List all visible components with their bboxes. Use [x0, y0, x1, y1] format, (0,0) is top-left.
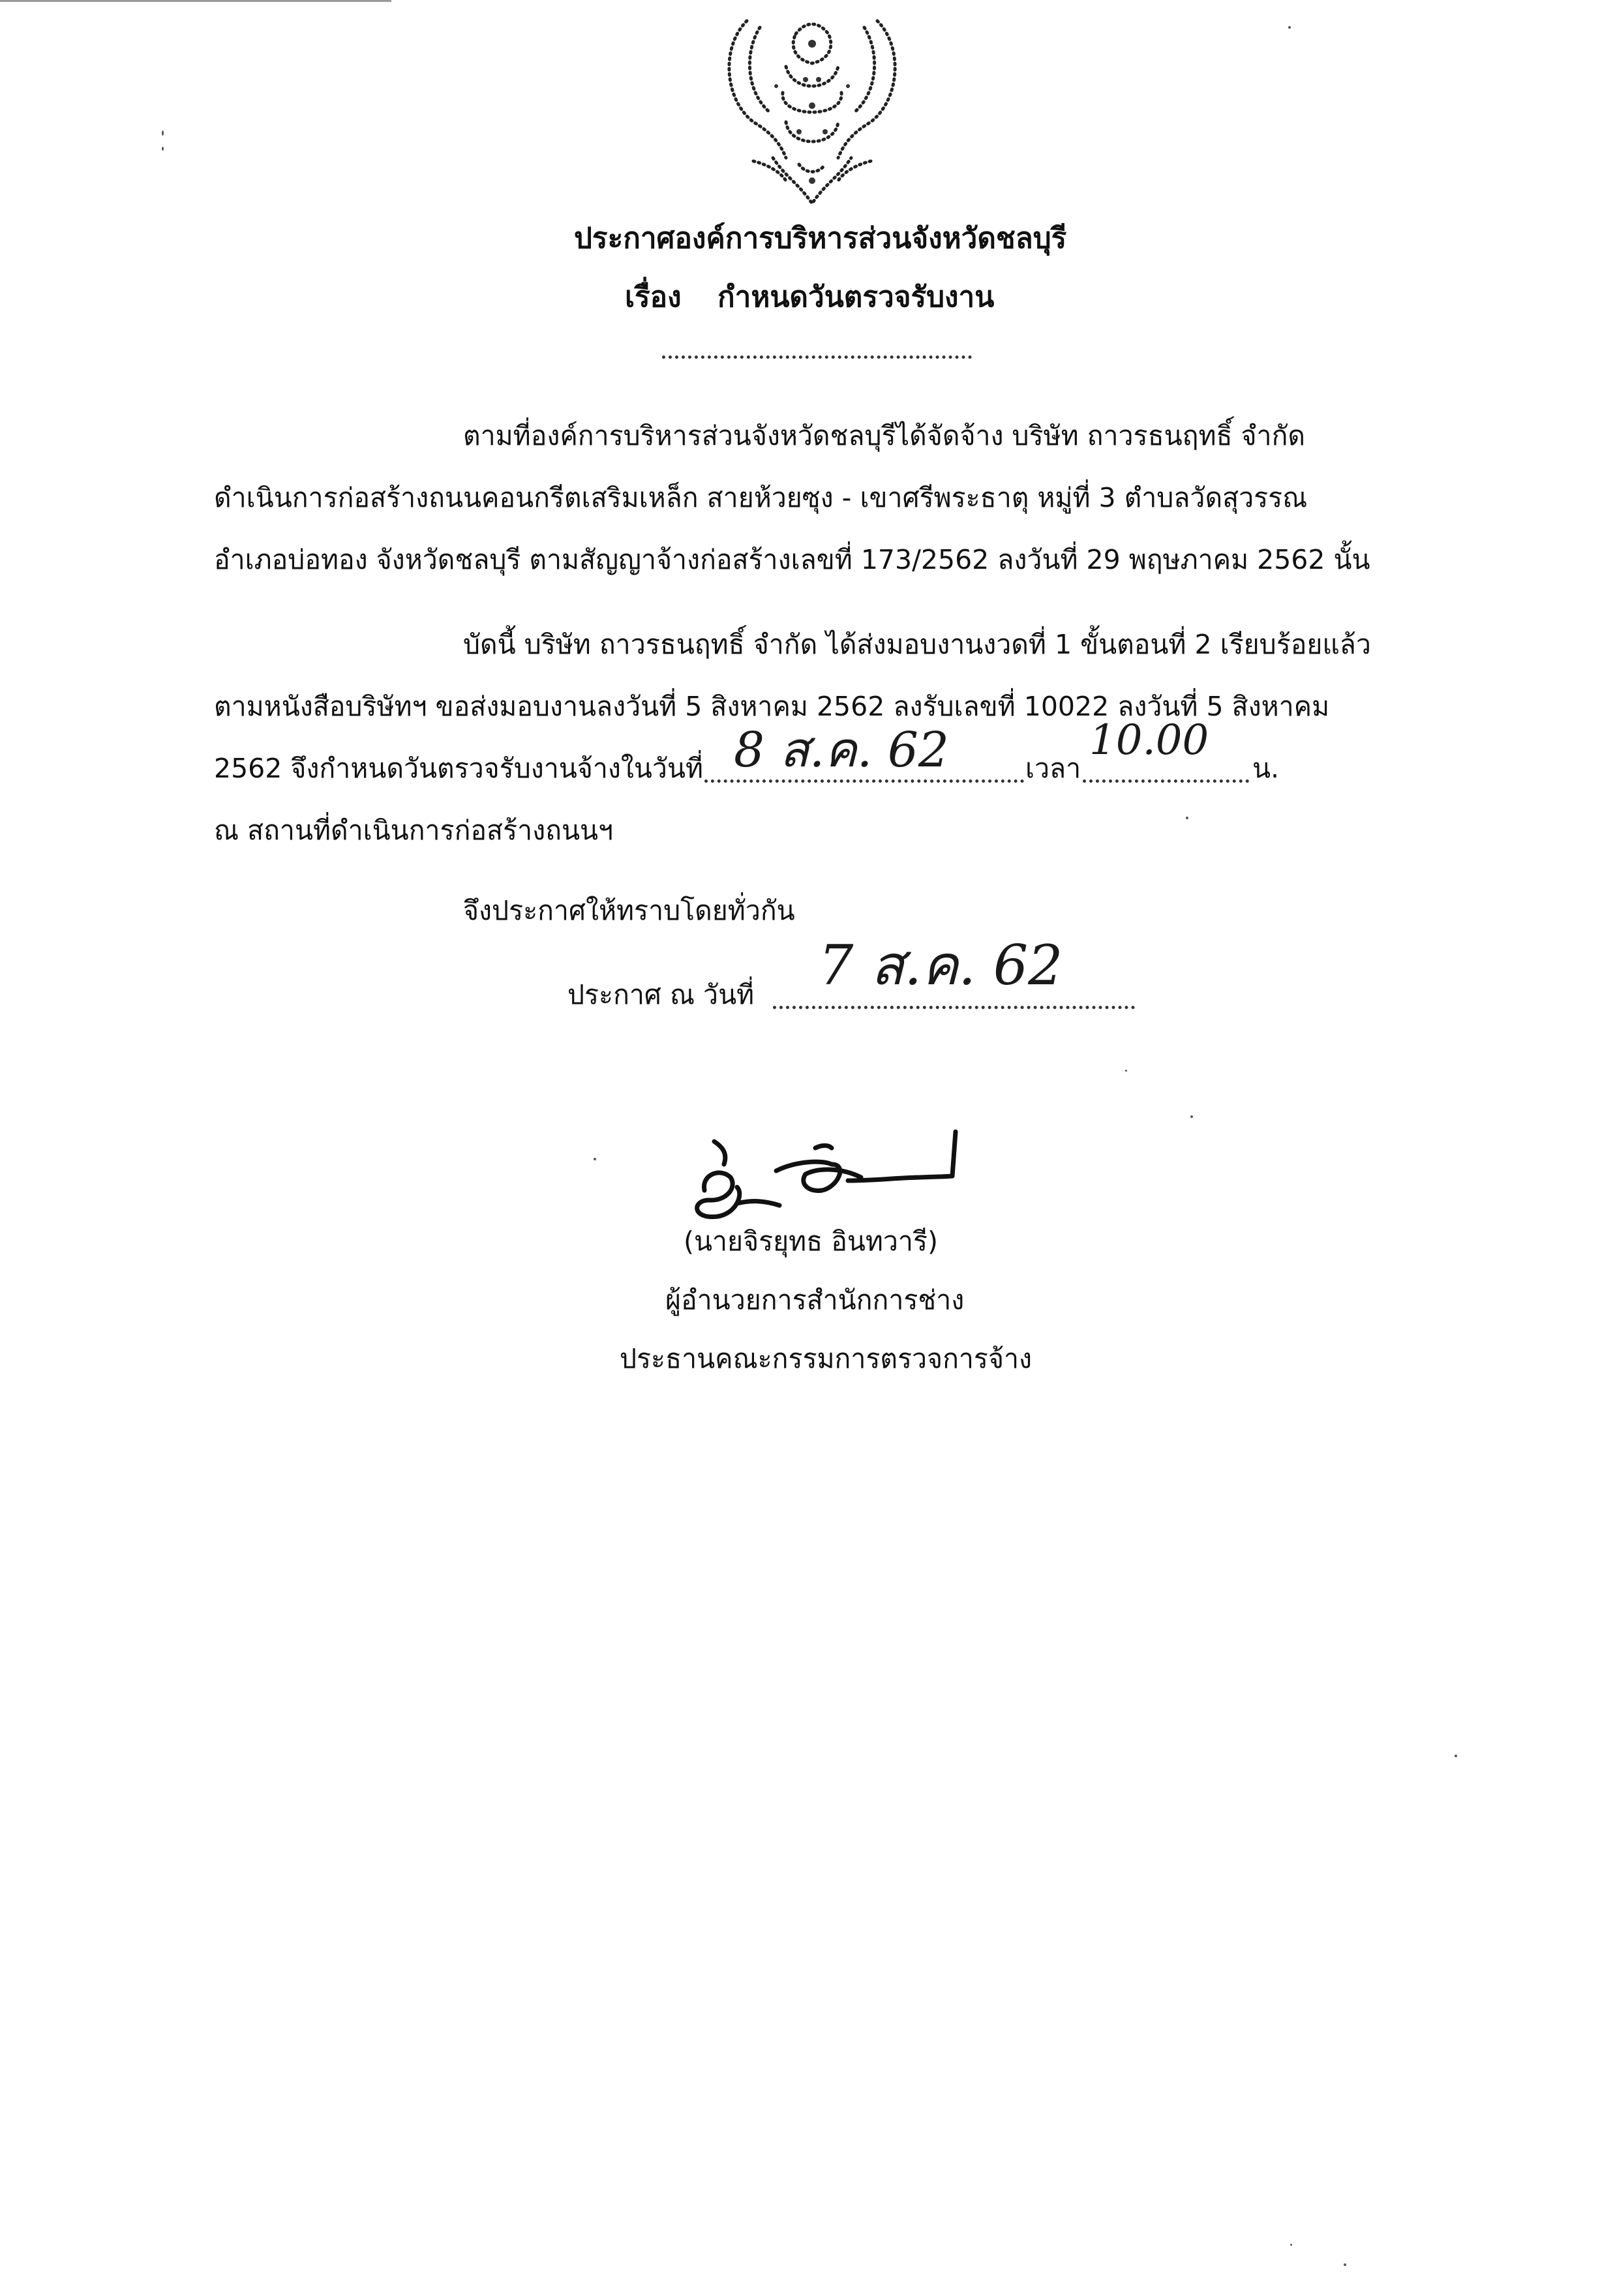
subject-text: กำหนดวันตรวจรับงาน [717, 280, 995, 314]
time-label: เวลา [1025, 753, 1081, 784]
garuda-emblem [708, 8, 916, 213]
time-handwritten: 10.00 [1089, 716, 1209, 764]
inspection-date-blank [704, 779, 1024, 783]
closing-line: จึงประกาศให้ทราบโดยทั่วกัน [463, 895, 795, 926]
inspection-date-handwritten: 8 ส.ค. 62 [734, 722, 950, 778]
heading-divider [662, 355, 972, 359]
paragraph2-line1: บัดนี้ บริษัท ถาวรธนฤทธิ์ จำกัด ได้ส่งมอบงานงวดที่ 1 ขั้นตอนที่ 2 เรียบร้อยแล้ว [463, 629, 1371, 660]
paragraph1-line1: ตามที่องค์การบริหารส่วนจังหวัดชลบุรีได้จัดจ้าง บริษัท ถาวรธนฤทธิ์ จำกัด [463, 420, 1306, 451]
signatory-position: ผู้อำนวยการสำนักการช่าง [665, 1284, 965, 1316]
inspection-line-prefix: 2562 จึงกำหนดวันตรวจรับงานจ้างในวันที่ [214, 753, 703, 784]
announce-date-blank [773, 1006, 1135, 1009]
paragraph2-line2: ตามหนังสือบริษัทฯ ขอส่งมอบงานลงวันที่ 5 สิงหาคม 2562 ลงรับเลขที่ 10022 ลงวันที่ 5 สิงหาคม [214, 691, 1330, 722]
location-line: ณ สถานที่ดำเนินการก่อสร้างถนนฯ [214, 815, 614, 846]
announce-prefix: ประกาศ ณ วันที่ [567, 979, 755, 1010]
document-title: ประกาศองค์การบริหารส่วนจังหวัดชลบุรี [574, 222, 1067, 255]
paragraph1-line3: อำเภอบ่อทอง จังหวัดชลบุรี ตามสัญญาจ้างก่อสร้างเลขที่ 173/2562 ลงวันที่ 29 พฤษภาคม 2562 นั้น [214, 544, 1370, 575]
signatory-name: (นายจิรยุทธ อินทวารี) [684, 1226, 938, 1257]
time-suffix: น. [1252, 753, 1280, 784]
signature-scribble [665, 1128, 978, 1226]
announce-date-handwritten: 7 ส.ค. 62 [819, 933, 1063, 997]
paragraph1-line2: ดำเนินการก่อสร้างถนนคอนกรีตเสริมเหล็ก สายห้วยซุง - เขาศรีพระธาตุ หมู่ที่ 3 ตำบลวัดสุวรรณ [214, 482, 1308, 513]
signatory-role: ประธานคณะกรรมการตรวจการจ้าง [620, 1343, 1033, 1374]
time-blank [1083, 779, 1249, 783]
subject-prefix: เรื่อง [625, 280, 682, 314]
